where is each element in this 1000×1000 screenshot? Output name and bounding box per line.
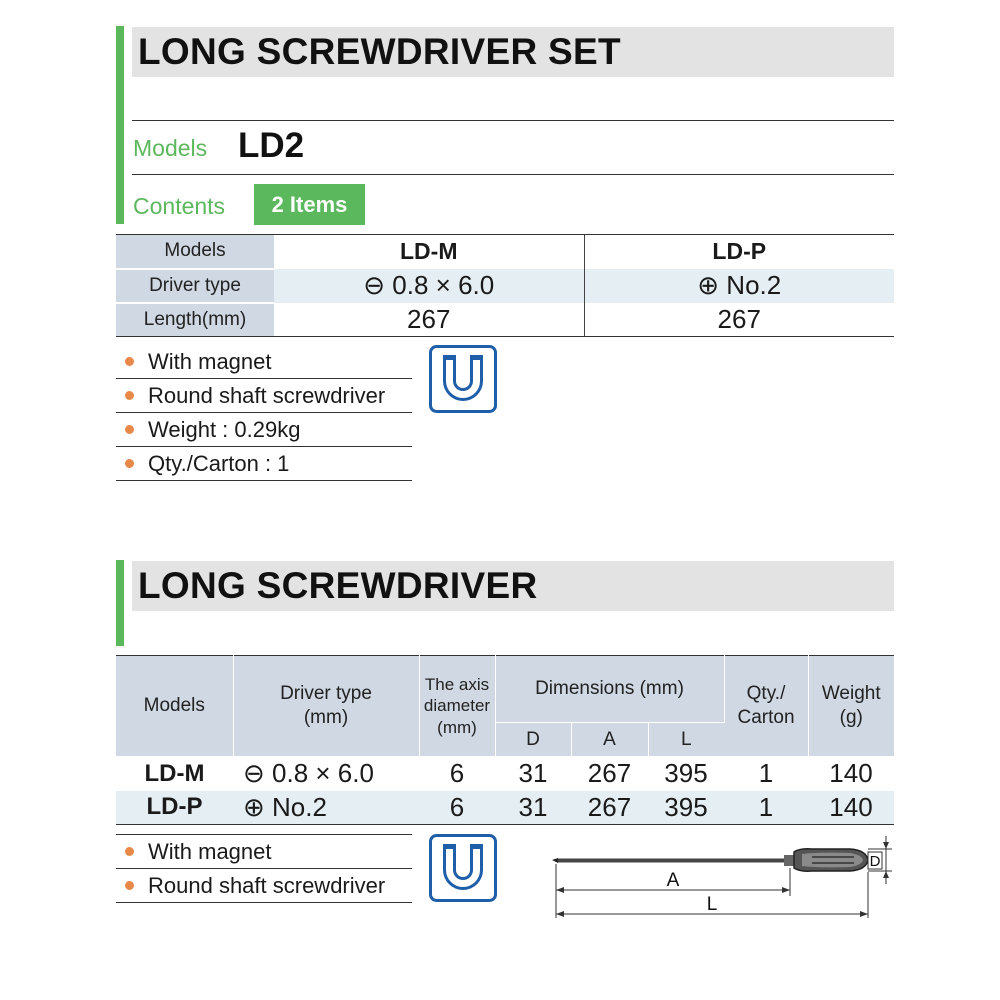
table-cell: ⊕ No.2 xyxy=(584,269,894,303)
bullet-dot-icon xyxy=(125,357,134,366)
column-header: A xyxy=(571,723,648,757)
list-item xyxy=(116,345,412,379)
table-cell: ⊖ 0.8 × 6.0 xyxy=(243,758,374,789)
bullet-dot-icon xyxy=(125,459,134,468)
table-cell: 6 xyxy=(449,758,465,789)
table-cell: 267 xyxy=(571,791,648,825)
dimension-label-d: D xyxy=(869,853,881,870)
model-cell: LD-P xyxy=(116,791,233,825)
bullet-dot-icon xyxy=(125,881,134,890)
row-label: Driver type xyxy=(116,269,274,303)
dimension-label-a: A xyxy=(666,870,680,891)
driver-spec-table xyxy=(116,655,894,825)
column-header: D xyxy=(495,723,571,757)
table-cell: ⊕ No.2 xyxy=(233,791,419,825)
bullet-dot-icon xyxy=(125,391,134,400)
driver-feature-list xyxy=(116,834,412,903)
column-header: The axis diameter (mm) xyxy=(419,656,495,757)
models-label: Models xyxy=(133,135,208,161)
list-item-text: With magnet xyxy=(148,348,272,374)
set-feature-list xyxy=(116,345,412,481)
list-item xyxy=(116,379,412,413)
magnet-icon xyxy=(429,834,497,902)
contents-label: Contents xyxy=(133,193,226,219)
list-item-text: Weight : 0.29kg xyxy=(148,416,301,442)
table-cell: 267 xyxy=(587,758,632,789)
table-row xyxy=(116,791,894,825)
table-cell: 267 xyxy=(274,303,584,337)
column-header: Qty./ Carton xyxy=(724,656,808,757)
list-item xyxy=(116,869,412,903)
list-item-text: Round shaft screwdriver xyxy=(148,382,386,408)
table-row xyxy=(116,303,894,337)
table-row xyxy=(116,269,894,303)
table-cell: 140 xyxy=(808,791,894,825)
set-title-band xyxy=(132,27,894,77)
row-label: Models xyxy=(116,235,274,269)
screwdriver-dimension-diagram xyxy=(550,830,895,920)
column-header: Driver type (mm) xyxy=(233,656,419,757)
table-cell: LD-P xyxy=(584,235,894,269)
list-item xyxy=(116,413,412,447)
list-item-text: Round shaft screwdriver xyxy=(148,872,386,898)
table-cell: ⊖ 0.8 × 6.0 xyxy=(274,269,584,303)
divider xyxy=(132,120,894,121)
table-row xyxy=(116,235,894,269)
bullet-dot-icon xyxy=(125,425,134,434)
list-item xyxy=(116,447,412,481)
set-title: LONG SCREWDRIVER SET xyxy=(138,31,621,72)
section-accent-bar xyxy=(116,26,124,224)
column-header: Weight (g) xyxy=(808,656,894,757)
table-cell: 1 xyxy=(758,758,774,789)
driver-title-band xyxy=(132,561,894,611)
column-header: Models xyxy=(116,656,233,757)
list-item-text: With magnet xyxy=(148,838,272,864)
magnet-icon xyxy=(429,345,497,413)
model-cell: LD-M xyxy=(144,759,205,787)
list-item xyxy=(116,835,412,869)
section-accent-bar xyxy=(116,560,124,646)
column-header: L xyxy=(648,723,724,757)
table-cell: 31 xyxy=(495,791,571,825)
table-cell: 395 xyxy=(664,758,708,789)
dimension-label-l: L xyxy=(706,894,718,915)
table-row xyxy=(116,757,894,791)
table-cell: 267 xyxy=(584,303,894,337)
bullet-dot-icon xyxy=(125,847,134,856)
column-header: Dimensions (mm) xyxy=(495,656,724,723)
table-cell: 395 xyxy=(648,791,724,825)
set-spec-table xyxy=(116,234,894,337)
models-value: LD2 xyxy=(238,126,305,165)
screwdriver-icon xyxy=(552,849,868,871)
table-cell: 140 xyxy=(829,758,873,789)
table-cell: LD-M xyxy=(274,235,584,269)
table-cell: 1 xyxy=(724,791,808,825)
row-label: Length(mm) xyxy=(116,303,274,337)
divider xyxy=(132,174,894,175)
contents-badge: 2 Items xyxy=(254,184,365,225)
table-cell: 6 xyxy=(419,791,495,825)
list-item-text: Qty./Carton : 1 xyxy=(148,450,290,476)
driver-title: LONG SCREWDRIVER xyxy=(138,565,538,606)
table-cell: 31 xyxy=(518,758,548,789)
